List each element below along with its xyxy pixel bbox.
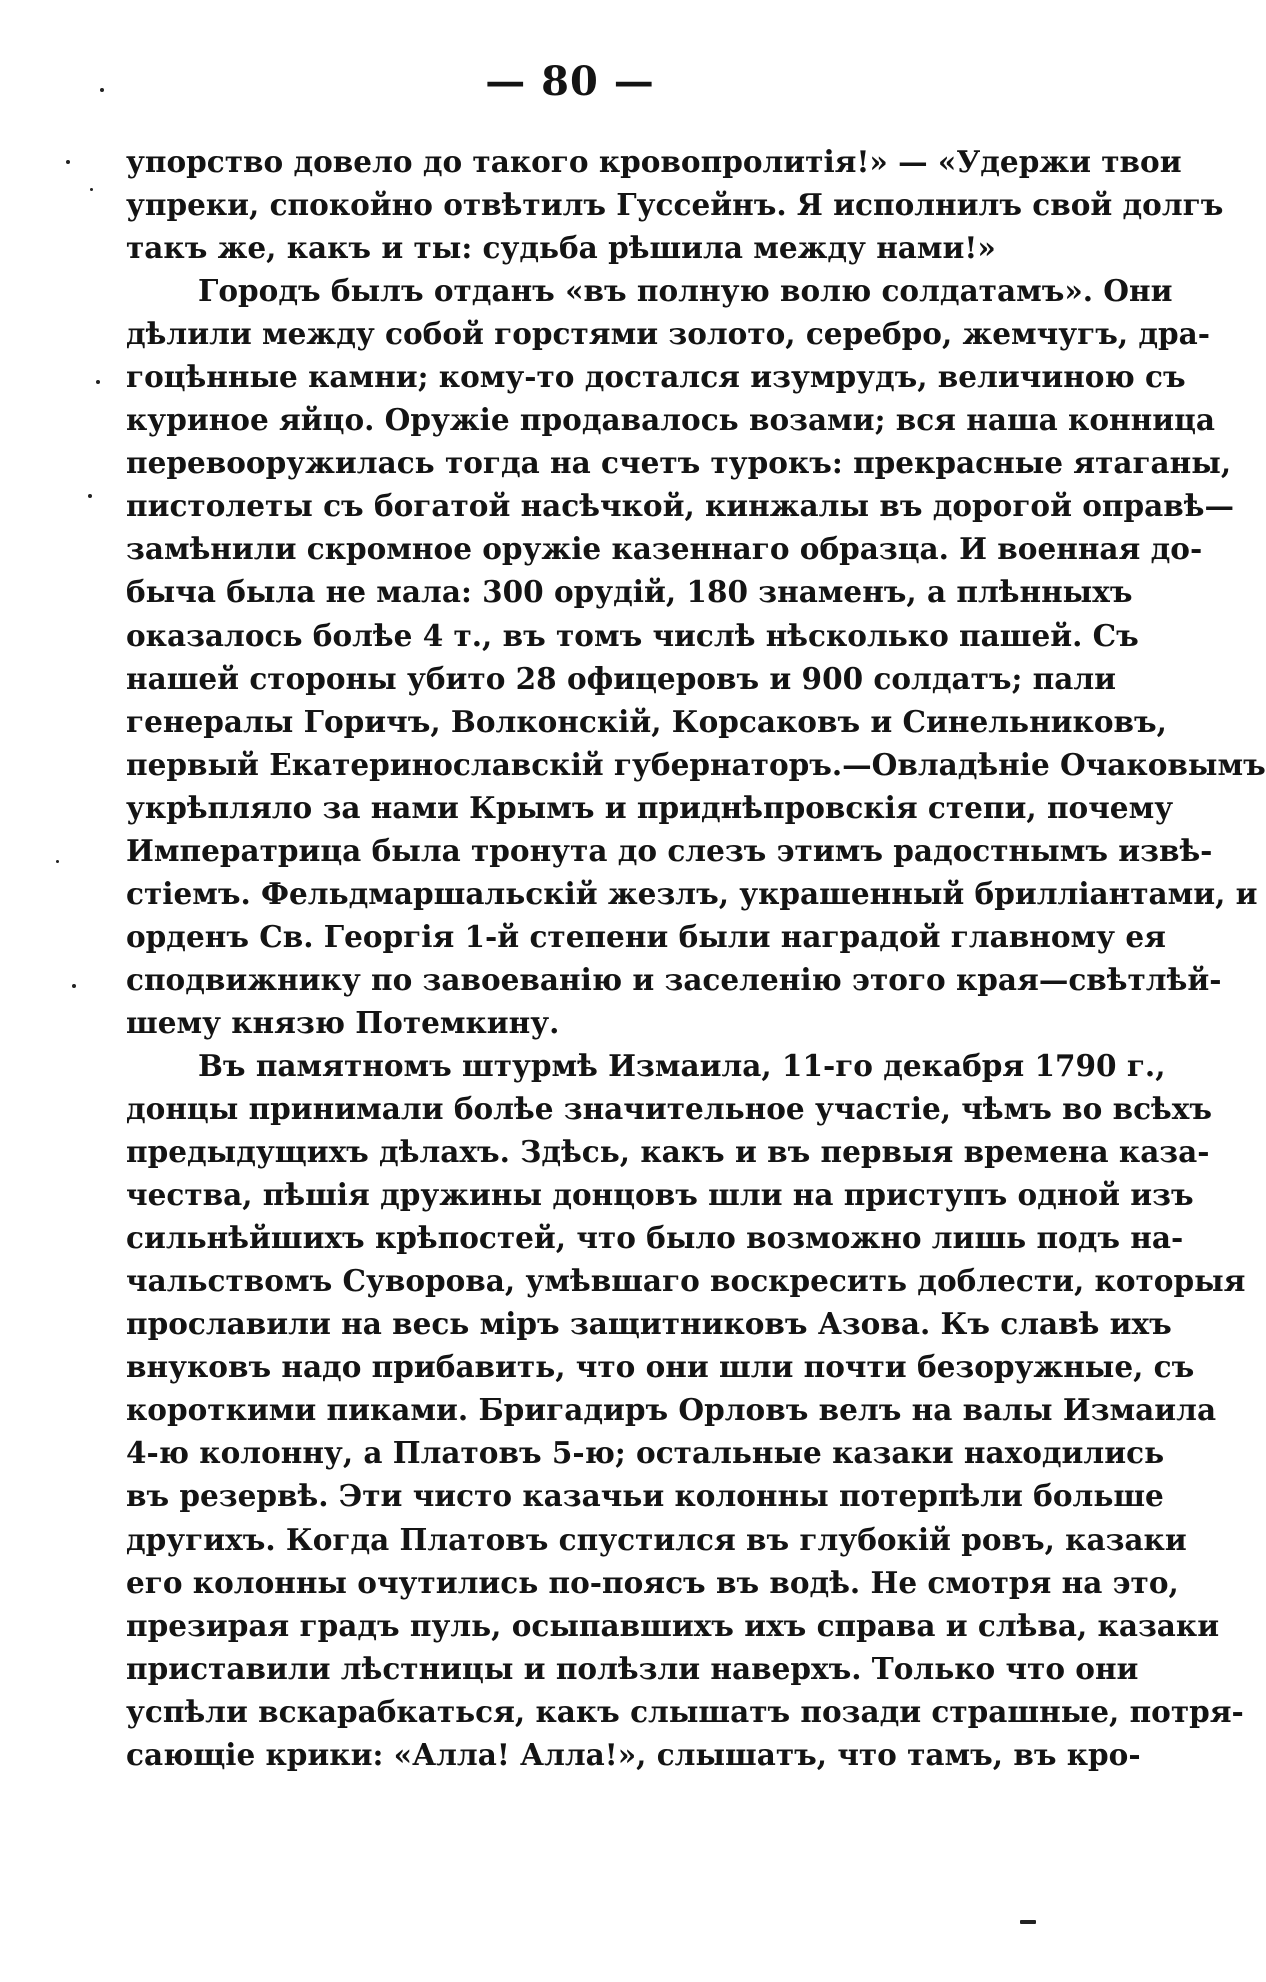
scan-speck	[96, 380, 100, 384]
text-line: презирая градъ пуль, осыпавшихъ ихъ справа и слѣва, казаки	[126, 1607, 1220, 1643]
text-line: упорство довело до такого кровопролитія!» — «Удержи твои	[126, 144, 1182, 179]
text-line: въ резервѣ. Эти чисто казачьи колонны потерпѣли больше	[126, 1478, 1164, 1514]
text-line: донцы принимали болѣе значительное участіе, чѣмъ во всѣхъ	[126, 1091, 1213, 1127]
scan-speck	[72, 984, 76, 988]
text-line: стіемъ. Фельдмаршальскій жезлъ, украшенный брилліантами, и	[126, 875, 1258, 911]
text-line: быча была не мала: 300 орудій, 180 знаменъ, а плѣнныхъ	[126, 574, 1133, 610]
text-line: такъ же, какъ и ты: судьба рѣшила между нами!»	[126, 230, 996, 266]
scan-speck	[88, 494, 92, 498]
text-line: перевооружилась тогда на счетъ турокъ: прекрасные ятаганы,	[126, 445, 1232, 481]
text-line: сподвижнику по завоеванію и заселенію этого края—свѣтлѣй-	[126, 961, 1222, 997]
text-line: другихъ. Когда Платовъ спустился въ глубокій ровъ, казаки	[126, 1521, 1187, 1557]
body-text	[126, 140, 1266, 1776]
text-line: генералы Горичъ, Волконскій, Корсаковъ и Синельниковъ,	[126, 703, 1167, 739]
text-line: успѣли вскарабкаться, какъ слышатъ позади страшные, потря-	[126, 1693, 1244, 1729]
page-number: — 80 —	[485, 58, 655, 105]
text-line: прославили на весь міръ защитниковъ Азова. Къ славѣ ихъ	[126, 1306, 1172, 1342]
text-line: Городъ былъ отданъ «въ полную волю солдатамъ». Они	[198, 273, 1173, 309]
scan-speck	[90, 188, 93, 191]
text-line: замѣнили скромное оружіе казеннаго образца. И военная до-	[126, 531, 1203, 567]
text-line: приставили лѣстницы и полѣзли наверхъ. Только что они	[126, 1650, 1139, 1686]
text-line: чества, пѣшія дружины донцовъ шли на приступъ одной изъ	[126, 1177, 1194, 1213]
scan-speck	[66, 160, 70, 164]
paragraph-2	[126, 269, 1266, 1044]
text-line: пистолеты съ богатой насѣчкой, кинжалы въ дорогой оправѣ—	[126, 488, 1235, 524]
text-line: гоцѣнные камни; кому-то достался изумрудъ, величиною съ	[126, 359, 1186, 395]
text-line: нашей стороны убито 28 офицеровъ и 900 солдатъ; пали	[126, 660, 1117, 696]
text-line: чальствомъ Суворова, умѣвшаго воскресить доблести, которыя	[126, 1263, 1246, 1299]
text-line: Въ памятномъ штурмѣ Измаила, 11-го декабря 1790 г.,	[198, 1047, 1166, 1083]
text-line: упреки, спокойно отвѣтилъ Гуссейнъ. Я исполнилъ свой долгъ	[126, 187, 1224, 223]
text-line: сильнѣйшихъ крѣпостей, что было возможно лишь подъ на-	[126, 1220, 1184, 1256]
text-line: укрѣпляло за нами Крымъ и приднѣпровскія степи, почему	[126, 789, 1174, 825]
scan-speck	[100, 88, 104, 92]
text-line: 4-ю колонну, а Платовъ 5-ю; остальные казаки находились	[126, 1435, 1165, 1471]
text-line: предыдущихъ дѣлахъ. Здѣсь, какъ и въ первыя времена каза-	[126, 1134, 1210, 1170]
text-line: первый Екатеринославскій губернаторъ.—Овладѣніе Очаковымъ	[126, 746, 1266, 782]
paragraph-1	[126, 140, 1224, 269]
text-line: внуковъ надо прибавить, что они шли почти безоружные, съ	[126, 1349, 1195, 1385]
text-line: Императрица была тронута до слезъ этимъ радостнымъ извѣ-	[126, 832, 1213, 868]
text-line: его колонны очутились по-поясъ въ водѣ. Не смотря на это,	[126, 1564, 1179, 1600]
scan-speck	[56, 860, 59, 863]
text-line: оказалось болѣе 4 т., въ томъ числѣ нѣсколько пашей. Съ	[126, 617, 1139, 653]
text-line: дѣлили между собой горстями золото, серебро, жемчугъ, дра-	[126, 316, 1211, 352]
text-line: шему князю Потемкину.	[126, 1004, 560, 1040]
text-line: куриное яйцо. Оружіе продавалось возами; вся наша конница	[126, 402, 1215, 438]
text-line: короткими пиками. Бригадиръ Орловъ велъ на валы Измаила	[126, 1392, 1217, 1428]
text-line: орденъ Св. Георгія 1-й степени были наградой главному ея	[126, 918, 1166, 954]
paragraph-3	[126, 1044, 1246, 1776]
text-line: сающіе крики: «Алла! Алла!», слышатъ, что тамъ, въ кро-	[126, 1736, 1141, 1772]
scan-speck	[1020, 1920, 1036, 1924]
